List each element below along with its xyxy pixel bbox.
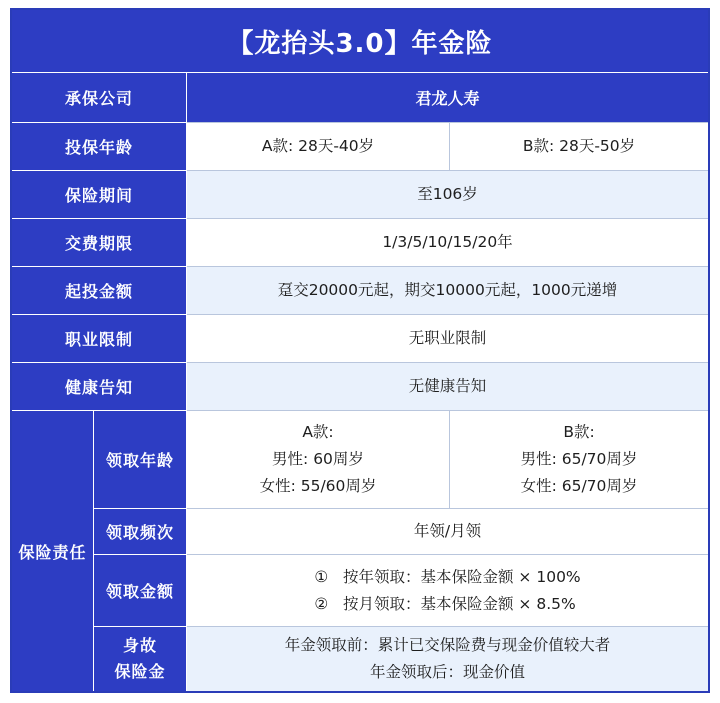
- divider: [449, 123, 450, 170]
- label-payment-term: 交费期限: [12, 219, 186, 266]
- value-claim-amount: [187, 555, 708, 626]
- value-insure-age-a: A款: 28天-40岁: [187, 123, 449, 170]
- claim-age-b-line: 男性: 65/70周岁: [520, 450, 638, 468]
- divider: [449, 411, 450, 508]
- label-min-amount: 起投金额: [12, 267, 186, 314]
- value-health: 无健康告知: [187, 363, 708, 410]
- value-claim-frequency: 年领/月领: [187, 509, 708, 554]
- divider: [187, 170, 708, 171]
- divider: [187, 122, 708, 123]
- divider: [94, 626, 186, 627]
- value-min-amount: 趸交20000元起，期交10000元起，1000元递增: [187, 267, 708, 314]
- label-company: 承保公司: [12, 72, 186, 122]
- value-payment-term: 1/3/5/10/15/20年: [187, 219, 708, 266]
- divider: [187, 410, 708, 411]
- divider: [12, 218, 186, 219]
- value-claim-age-a: [187, 411, 449, 508]
- divider: [187, 508, 708, 509]
- label-death-benefit: [94, 627, 186, 691]
- label-claim-age: 领取年龄: [94, 411, 186, 508]
- divider: [186, 72, 187, 691]
- divider: [12, 72, 708, 73]
- divider: [12, 122, 186, 123]
- divider: [94, 554, 186, 555]
- divider: [93, 411, 94, 691]
- label-occupation: 职业限制: [12, 315, 186, 362]
- value-company: 君龙人寿: [187, 72, 708, 122]
- value-death-benefit: [187, 627, 708, 691]
- label-claim-frequency: 领取频次: [94, 509, 186, 554]
- table-title: 【龙抬头3.0】年金险: [12, 10, 708, 72]
- label-period: 保险期间: [12, 171, 186, 218]
- divider: [12, 266, 186, 267]
- death-benefit-label-line: 保险金: [114, 662, 166, 681]
- death-benefit-line: 年金领取后：现金价值: [369, 663, 525, 681]
- value-occupation: 无职业限制: [187, 315, 708, 362]
- value-period: 至106岁: [187, 171, 708, 218]
- divider: [12, 410, 186, 411]
- death-benefit-line: 年金领取前：累计已交保险费与现金价值较大者: [284, 636, 611, 654]
- divider: [187, 626, 708, 627]
- divider: [187, 554, 708, 555]
- annuity-table: [10, 8, 710, 693]
- claim-amount-line: ① 按年领取：基本保险金额 × 100%: [314, 567, 581, 586]
- claim-age-a-line: 女性: 55/60周岁: [259, 477, 377, 495]
- divider: [12, 170, 186, 171]
- claim-age-b-line: 女性: 65/70周岁: [520, 477, 638, 495]
- divider: [187, 362, 708, 363]
- divider: [187, 266, 708, 267]
- label-claim-amount: 领取金额: [94, 555, 186, 626]
- value-insure-age-b: B款: 28天-50岁: [450, 123, 708, 170]
- divider: [187, 218, 708, 219]
- label-liability: 保险责任: [12, 411, 93, 691]
- claim-age-a-line: A款:: [302, 423, 334, 441]
- divider: [187, 314, 708, 315]
- divider: [12, 314, 186, 315]
- claim-age-b-line: B款:: [563, 423, 595, 441]
- value-claim-age-b: [450, 411, 708, 508]
- label-insure-age: 投保年龄: [12, 123, 186, 170]
- death-benefit-label-line: 身故: [122, 636, 157, 655]
- claim-age-a-line: 男性: 60周岁: [272, 450, 364, 468]
- divider: [94, 508, 186, 509]
- label-health: 健康告知: [12, 363, 186, 410]
- divider: [12, 362, 186, 363]
- claim-amount-line: ② 按月领取：基本保险金额 × 8.5%: [314, 594, 576, 613]
